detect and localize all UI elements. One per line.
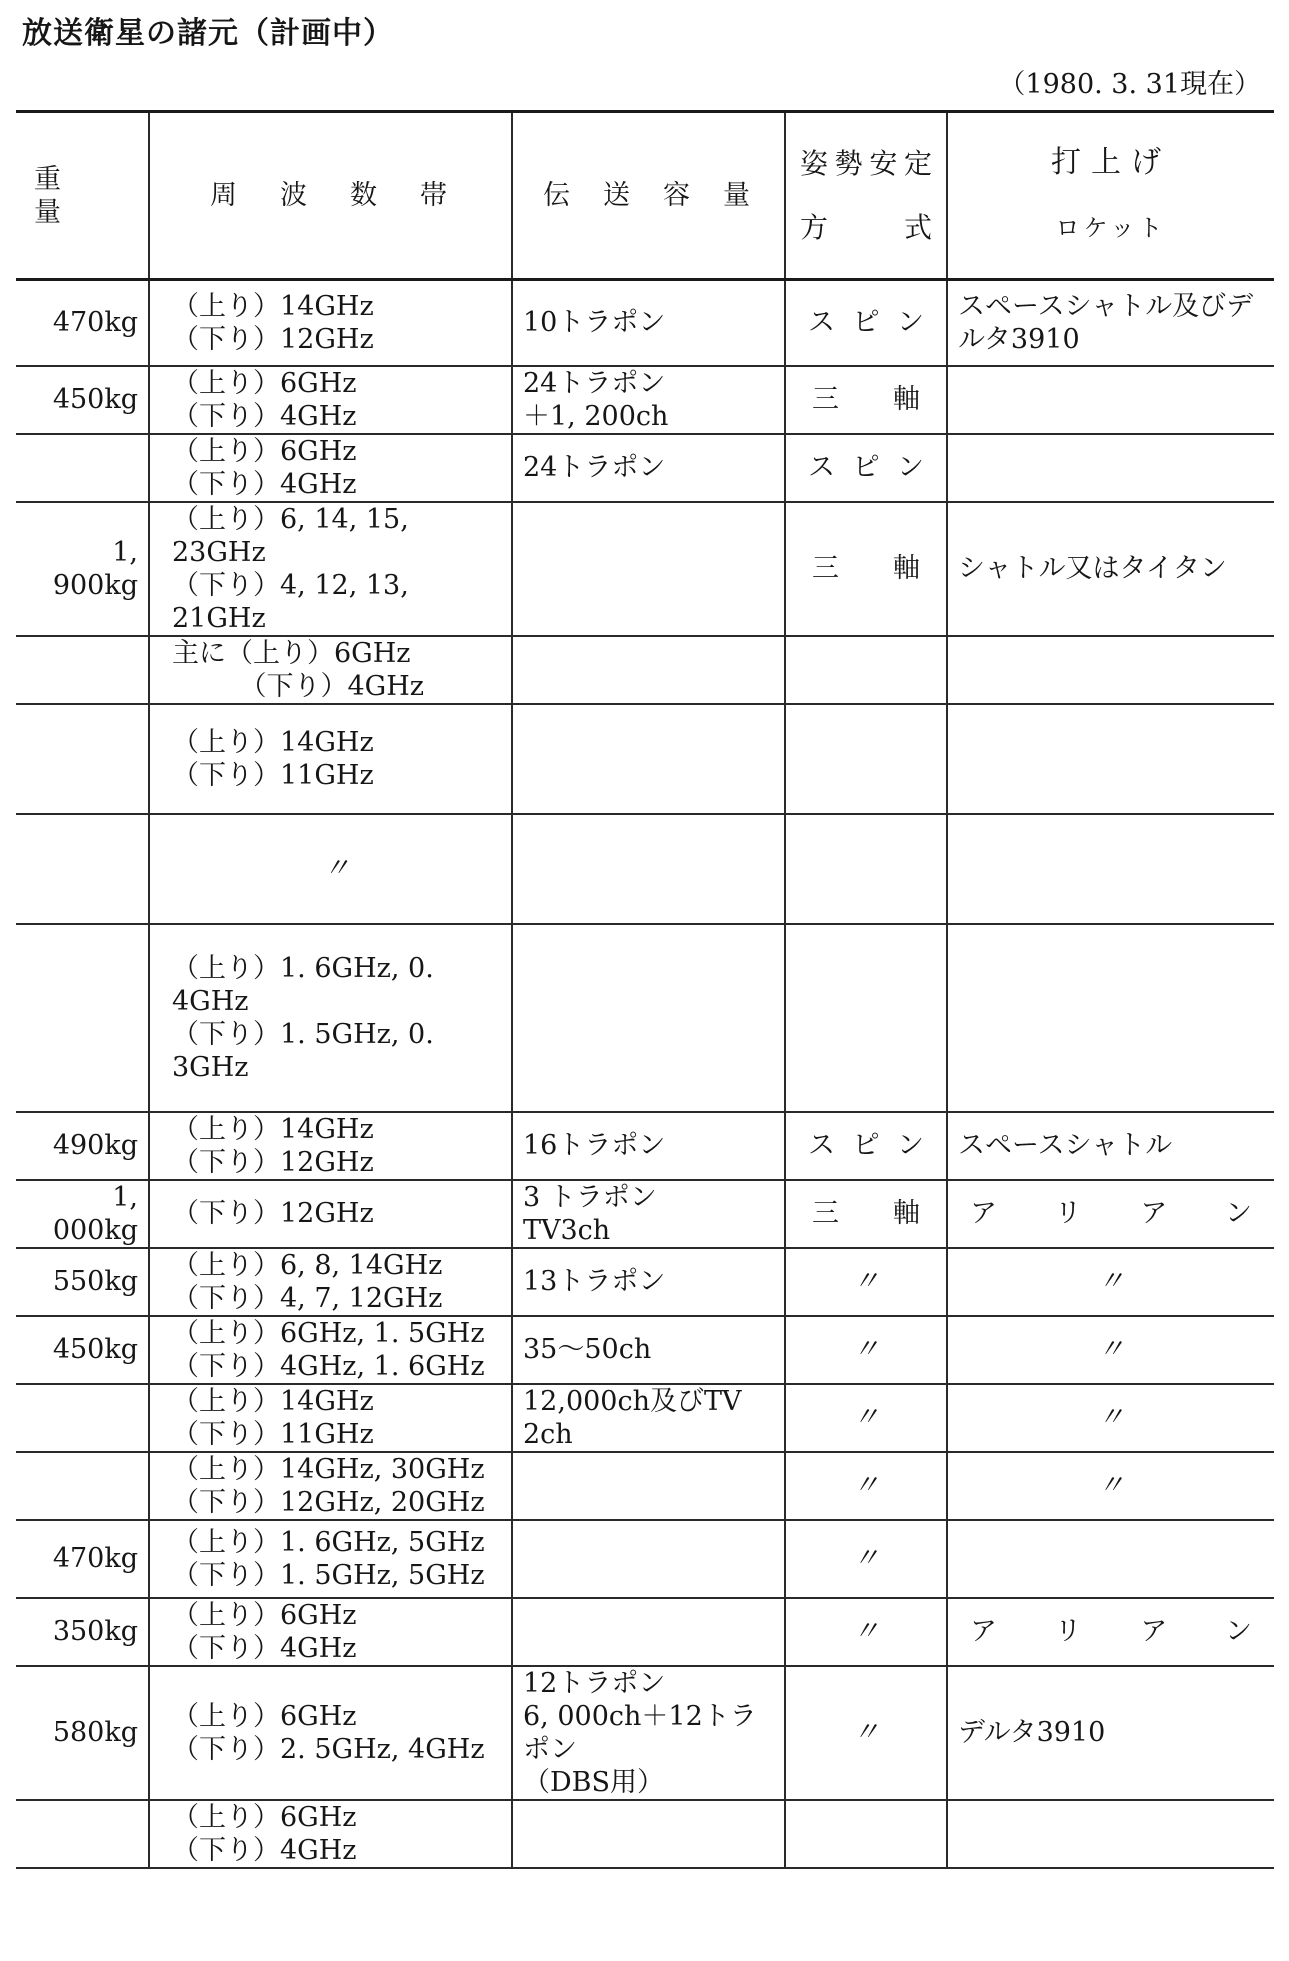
cell-capacity: 24トラポン ＋1, 200ch (512, 366, 785, 434)
cell-launch: 〃 (947, 1452, 1274, 1520)
cell-launch (947, 704, 1274, 814)
cell-weight: 470kg (16, 1520, 149, 1598)
cell-attitude: 三 軸 (785, 502, 947, 636)
cell-capacity: 13トラポン (512, 1248, 785, 1316)
cell-capacity: 3 トラポン TV3ch (512, 1180, 785, 1248)
cell-capacity: 16トラポン (512, 1112, 785, 1180)
table-row (16, 434, 1274, 502)
cell-frequency: （上り）6GHz, 1. 5GHz （下り）4GHz, 1. 6GHz (149, 1316, 512, 1384)
cell-weight: 490kg (16, 1112, 149, 1180)
cell-attitude: 〃 (785, 1520, 947, 1598)
header-capacity: 伝送容量 (512, 112, 785, 280)
table-row (16, 1180, 1274, 1248)
cell-weight (16, 434, 149, 502)
cell-capacity (512, 814, 785, 924)
cell-attitude: 〃 (785, 1666, 947, 1800)
header-launch (947, 112, 1274, 280)
cell-frequency: （上り）14GHz （下り）12GHz (149, 280, 512, 366)
table-header (16, 112, 1274, 280)
cell-attitude: スピン (785, 1112, 947, 1180)
cell-capacity (512, 636, 785, 704)
cell-frequency: 〃 (149, 814, 512, 924)
cell-attitude: 〃 (785, 1248, 947, 1316)
cell-attitude (785, 924, 947, 1112)
cell-capacity (512, 1452, 785, 1520)
table-row (16, 1598, 1274, 1666)
cell-attitude (785, 1800, 947, 1868)
table-body (16, 280, 1274, 1868)
cell-weight: 1, 900kg (16, 502, 149, 636)
cell-launch: スペースシャトル及びデルタ3910 (947, 280, 1274, 366)
cell-frequency: （上り）6GHz （下り）2. 5GHz, 4GHz (149, 1666, 512, 1800)
cell-frequency: （上り）1. 6GHz, 5GHz （下り）1. 5GHz, 5GHz (149, 1520, 512, 1598)
cell-launch (947, 636, 1274, 704)
cell-launch: 〃 (947, 1316, 1274, 1384)
table-row (16, 1666, 1274, 1800)
cell-weight: 580kg (16, 1666, 149, 1800)
cell-frequency: （上り）6GHz （下り）4GHz (149, 1800, 512, 1868)
cell-launch: デルタ3910 (947, 1666, 1274, 1800)
table-row (16, 1112, 1274, 1180)
cell-launch (947, 434, 1274, 502)
cell-capacity (512, 1598, 785, 1666)
cell-attitude: 三 軸 (785, 1180, 947, 1248)
cell-weight (16, 1452, 149, 1520)
table-row (16, 1800, 1274, 1868)
table-row (16, 1452, 1274, 1520)
cell-weight (16, 924, 149, 1112)
cell-launch: 〃 (947, 1248, 1274, 1316)
cell-capacity: 12トラポン 6, 000ch＋12トラポン （DBS用） (512, 1666, 785, 1800)
cell-launch: シャトル又はタイタン (947, 502, 1274, 636)
cell-frequency: （上り）14GHz, 30GHz （下り）12GHz, 20GHz (149, 1452, 512, 1520)
cell-attitude: 〃 (785, 1316, 947, 1384)
cell-attitude: 〃 (785, 1598, 947, 1666)
cell-frequency: （上り）1. 6GHz, 0. 4GHz （下り）1. 5GHz, 0. 3GHz (149, 924, 512, 1112)
cell-launch (947, 1800, 1274, 1868)
header-launch-bottom: ロケット (1055, 214, 1167, 242)
cell-capacity (512, 1520, 785, 1598)
cell-launch (947, 814, 1274, 924)
cell-frequency: （上り）6GHz （下り）4GHz (149, 434, 512, 502)
cell-attitude: 三 軸 (785, 366, 947, 434)
cell-frequency: （上り）6GHz （下り）4GHz (149, 366, 512, 434)
header-row (16, 112, 1274, 280)
cell-weight (16, 814, 149, 924)
table-row (16, 366, 1274, 434)
table-row (16, 1248, 1274, 1316)
header-frequency: 周 波 数 帯 (149, 112, 512, 280)
cell-weight (16, 1384, 149, 1452)
cell-weight: 550kg (16, 1248, 149, 1316)
table-row (16, 924, 1274, 1112)
cell-weight (16, 704, 149, 814)
cell-weight: 1, 000kg (16, 1180, 149, 1248)
cell-launch (947, 1520, 1274, 1598)
cell-frequency: （上り）6GHz （下り）4GHz (149, 1598, 512, 1666)
table-row (16, 1316, 1274, 1384)
header-launch-top: 打上げ (1051, 145, 1171, 180)
cell-launch (947, 924, 1274, 1112)
cell-frequency: （上り）6, 8, 14GHz （下り）4, 7, 12GHz (149, 1248, 512, 1316)
table-row (16, 636, 1274, 704)
cell-capacity (512, 502, 785, 636)
cell-launch: 〃 (947, 1384, 1274, 1452)
cell-attitude: スピン (785, 434, 947, 502)
satellite-spec-table (16, 110, 1274, 1869)
cell-attitude: 〃 (785, 1384, 947, 1452)
cell-launch: アリアン (947, 1180, 1274, 1248)
table-row (16, 280, 1274, 366)
cell-capacity: 35～50ch (512, 1316, 785, 1384)
cell-launch (947, 366, 1274, 434)
cell-frequency: （上り）14GHz （下り）11GHz (149, 1384, 512, 1452)
cell-attitude: スピン (785, 280, 947, 366)
cell-frequency: （上り）14GHz （下り）11GHz (149, 704, 512, 814)
cell-capacity: 24トラポン (512, 434, 785, 502)
table-row (16, 1384, 1274, 1452)
cell-capacity: 12,000ch及びTV 2ch (512, 1384, 785, 1452)
cell-attitude (785, 814, 947, 924)
cell-launch: アリアン (947, 1598, 1274, 1666)
table-row (16, 814, 1274, 924)
cell-capacity (512, 924, 785, 1112)
cell-launch: スペースシャトル (947, 1112, 1274, 1180)
header-weight: 重 量 (16, 112, 149, 280)
cell-frequency: （上り）6, 14, 15, 23GHz （下り）4, 12, 13, 21GHz (149, 502, 512, 636)
cell-frequency: （下り）12GHz (149, 1180, 512, 1248)
cell-attitude (785, 636, 947, 704)
cell-weight (16, 636, 149, 704)
cell-weight: 470kg (16, 280, 149, 366)
cell-frequency: 主に（上り）6GHz （下り）4GHz (149, 636, 512, 704)
page-title: 放送衛星の諸元（計画中） (22, 16, 394, 51)
cell-capacity: 10トラポン (512, 280, 785, 366)
header-attitude (785, 112, 947, 280)
cell-weight: 350kg (16, 1598, 149, 1666)
table-row (16, 704, 1274, 814)
cell-weight: 450kg (16, 1316, 149, 1384)
cell-attitude (785, 704, 947, 814)
table-row (16, 502, 1274, 636)
cell-attitude: 〃 (785, 1452, 947, 1520)
cell-capacity (512, 704, 785, 814)
cell-frequency: （上り）14GHz （下り）12GHz (149, 1112, 512, 1180)
cell-capacity (512, 1800, 785, 1868)
cell-weight: 450kg (16, 366, 149, 434)
table-row (16, 1520, 1274, 1598)
cell-weight (16, 1800, 149, 1868)
header-attitude-top: 姿勢安定 (800, 146, 932, 180)
as-of-date: （1980. 3. 31現在） (998, 69, 1261, 100)
header-attitude-bottom: 方 式 (800, 210, 932, 244)
